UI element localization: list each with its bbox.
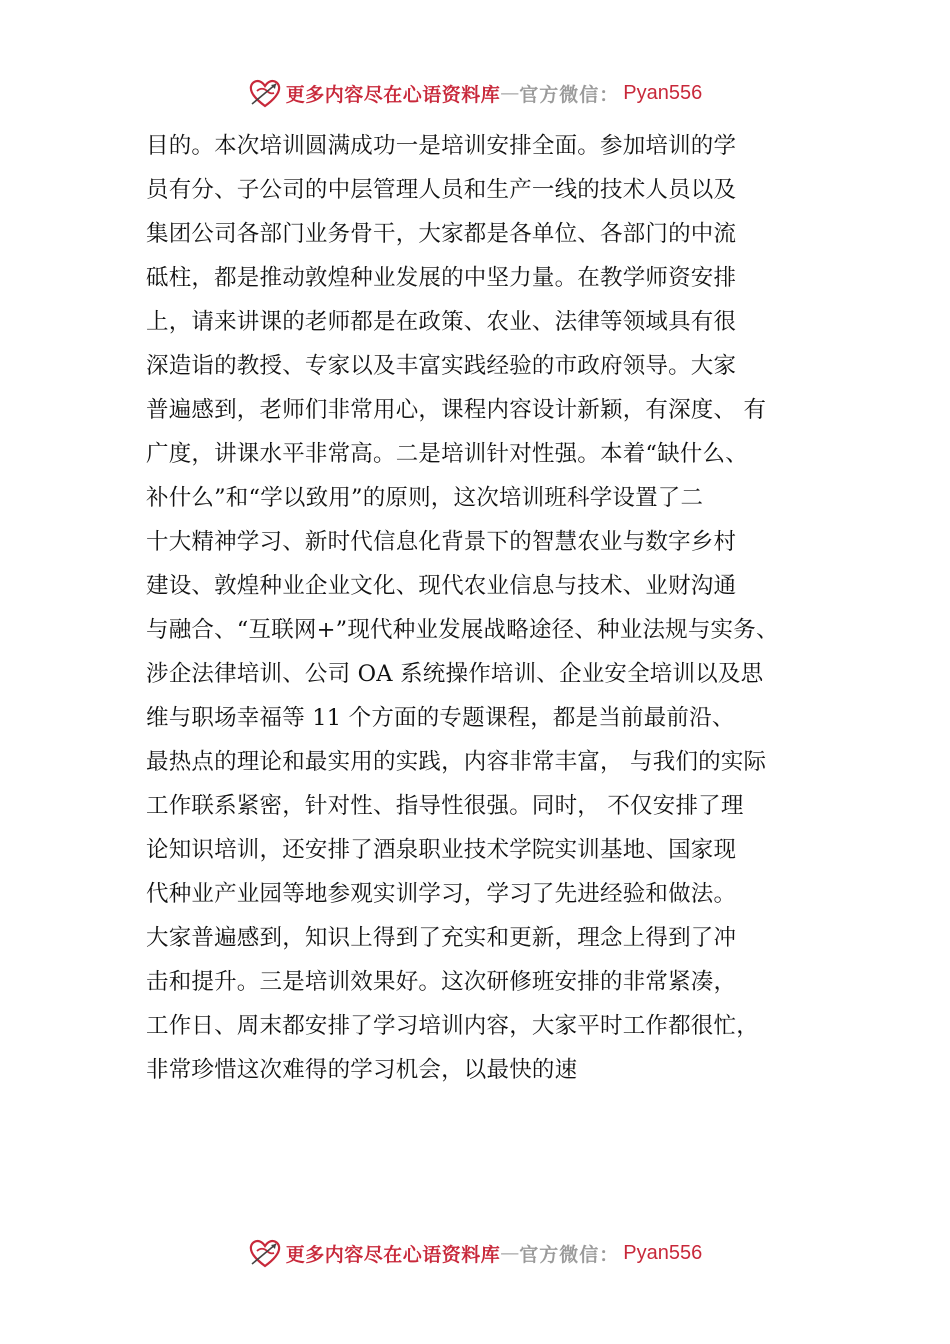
document-body — [146, 124, 836, 1092]
body-line: 工作日、周末都安排了学习培训内容，大家平时工作都很忙， — [146, 1013, 759, 1039]
body-line: 广度，讲课水平非常高。二是培训针对性强。本着“缺什么、 — [146, 441, 748, 467]
header-wechat-label: 官方微信： — [519, 83, 620, 106]
body-line: 员有分、子公司的中层管理人员和生产一线的技术人员以及 — [146, 177, 737, 203]
body-line: 涉企法律培训、公司 OA 系统操作培训、企业安全培训以及思 — [146, 661, 764, 687]
body-line: 建设、敦煌种业企业文化、现代农业信息与技术、业财沟通 — [146, 573, 737, 599]
body-line: 十大精神学习、新时代信息化背景下的智慧农业与数字乡村 — [146, 529, 737, 555]
body-line: 补什么”和“学以致用”的原则，这次培训班科学设置了二 — [146, 485, 704, 511]
body-line: 深造诣的教授、专家以及丰富实践经验的市政府领导。大家 — [146, 353, 737, 379]
body-line: 代种业产业园等地参观实训学习，学习了先进经验和做法。 — [146, 881, 737, 907]
footer-wechat-label: 官方微信： — [519, 1243, 620, 1266]
body-line: 上，请来讲课的老师都是在政策、农业、法律等领域具有很 — [146, 309, 737, 335]
heart-arrow-logo-icon — [248, 76, 282, 110]
header-brand-text: 更多内容尽在心语资料库 — [285, 83, 501, 106]
body-line: 集团公司各部门业务骨干，大家都是各单位、各部门的中流 — [146, 221, 737, 247]
header-banner — [0, 73, 950, 113]
body-line: 论知识培训，还安排了酒泉职业技术学院实训基地、国家现 — [146, 837, 737, 863]
body-line: 砥柱，都是推动敦煌种业发展的中坚力量。在教学师资安排 — [146, 265, 737, 291]
footer-brand-text: 更多内容尽在心语资料库 — [285, 1243, 501, 1266]
body-line: 目的。本次培训圆满成功一是培训安排全面。参加培训的学 — [146, 133, 737, 159]
body-line: 击和提升。三是培训效果好。这次研修班安排的非常紧凑， — [146, 969, 737, 995]
body-line: 大家普遍感到，知识上得到了充实和更新，理念上得到了冲 — [146, 925, 737, 951]
header-separator: — — [500, 82, 520, 104]
footer-wechat-id: Pyan556 — [623, 1241, 703, 1264]
heart-arrow-logo-icon — [248, 1236, 282, 1270]
body-line: 与融合、“互联网+”现代种业发展战略途径、种业法规与实务、 — [146, 617, 779, 643]
body-line: 维与职场幸福等 11 个方面的专题课程，都是当前最前沿、 — [146, 705, 735, 731]
body-line: 最热点的理论和最实用的实践，内容非常丰富， 与我们的实际 — [146, 749, 767, 775]
footer-banner — [0, 1233, 950, 1273]
body-line: 工作联系紧密，针对性、指导性很强。同时， 不仅安排了理 — [146, 793, 744, 819]
body-line: 非常珍惜这次难得的学习机会，以最快的速 — [146, 1057, 578, 1083]
body-line: 普遍感到，老师们非常用心，课程内容设计新颖，有深度、 有 — [146, 397, 767, 423]
footer-separator: — — [500, 1242, 520, 1264]
header-wechat-id: Pyan556 — [623, 81, 703, 104]
